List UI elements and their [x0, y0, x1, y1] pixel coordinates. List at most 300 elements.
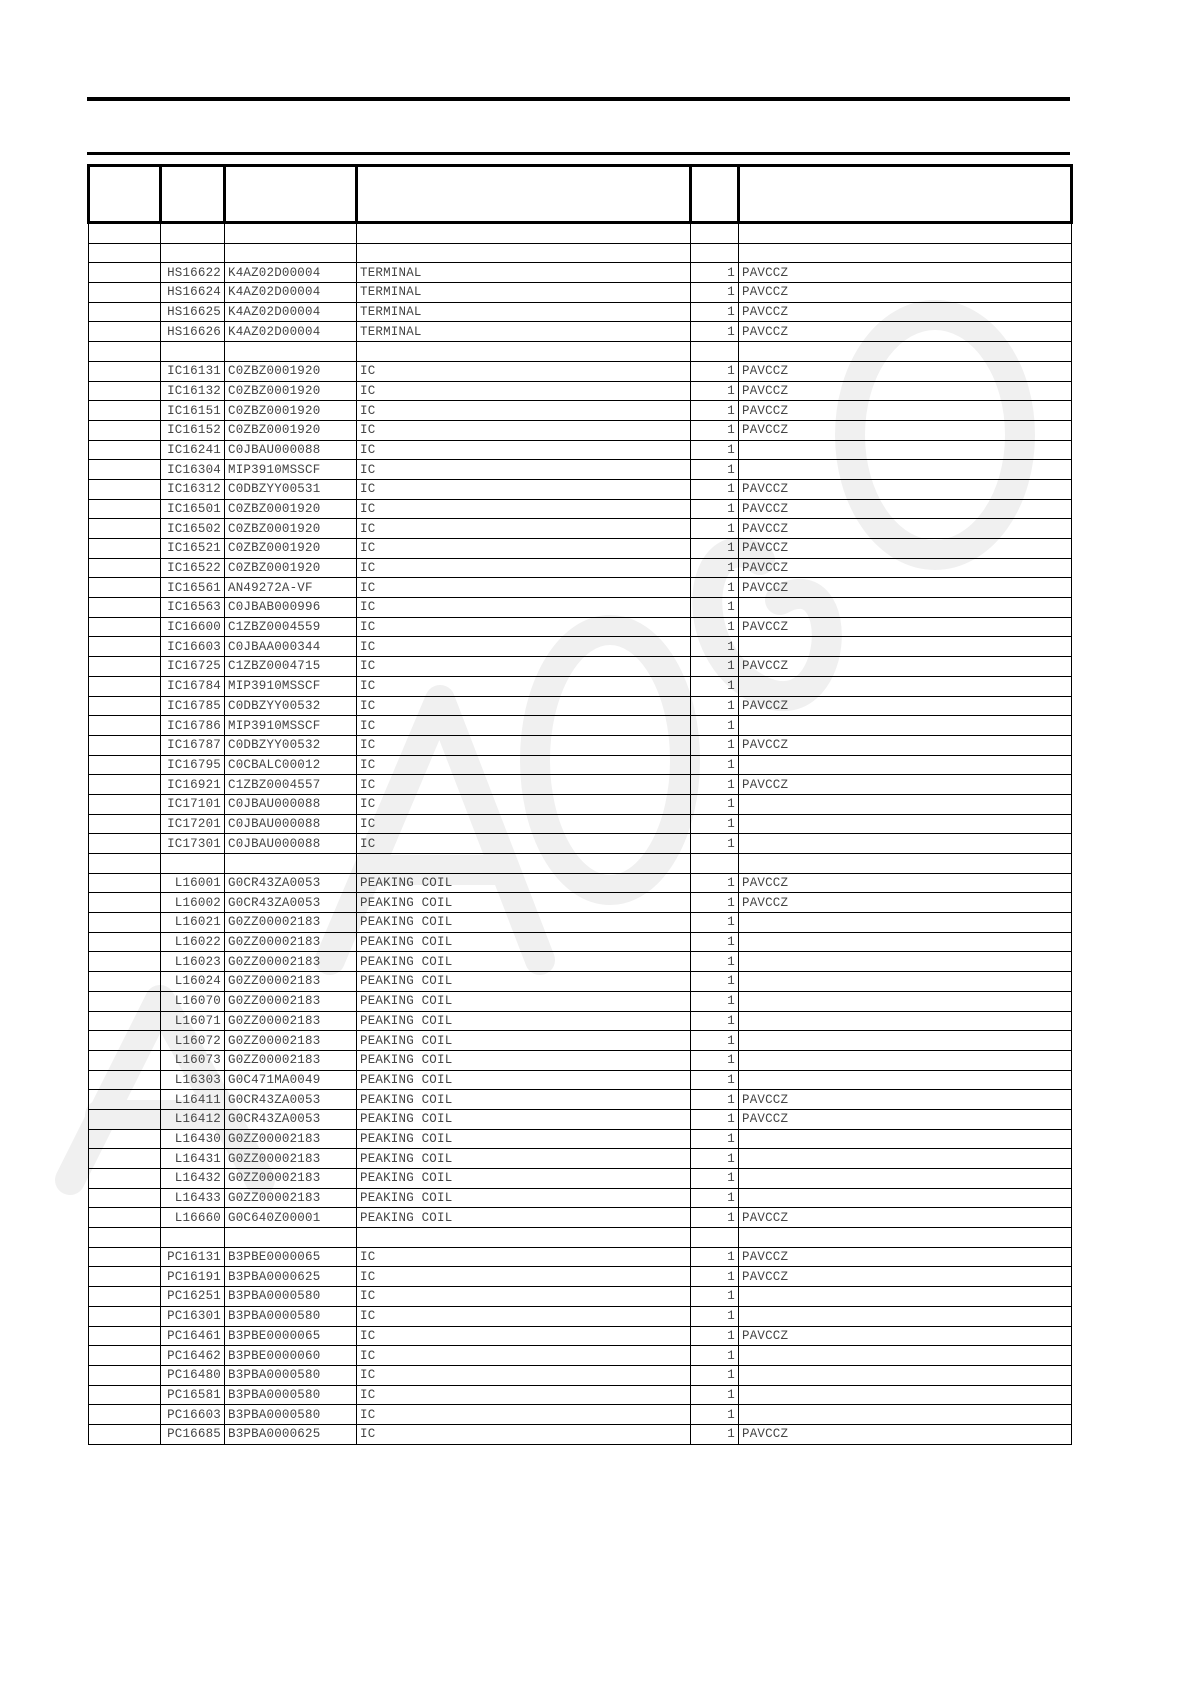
cell-part-no: G0ZZ00002183 — [225, 991, 357, 1011]
cell-qty: 1 — [691, 1385, 739, 1405]
cell-remarks: PAVCCZ — [739, 1247, 1072, 1267]
table-row — [89, 519, 1072, 539]
cell-qty: 1 — [691, 1050, 739, 1070]
cell-description: IC — [357, 539, 691, 559]
cell-qty: 1 — [691, 1208, 739, 1228]
cell-qty: 1 — [691, 1424, 739, 1444]
cell-part-no: C0JBAU000088 — [225, 814, 357, 834]
cell-ref: HS16625 — [161, 302, 225, 322]
cell-safety — [89, 617, 161, 637]
cell-part-no: C0JBAB000996 — [225, 598, 357, 618]
cell-part-no: C0DBZYY00532 — [225, 696, 357, 716]
cell-part-no: AN49272A-VF — [225, 578, 357, 598]
cell-part-no: C1ZBZ0004715 — [225, 657, 357, 677]
cell-remarks: PAVCCZ — [739, 1109, 1072, 1129]
cell-safety — [89, 676, 161, 696]
cell-remarks — [739, 952, 1072, 972]
cell-ref: L16430 — [161, 1129, 225, 1149]
cell-part-no: G0CR43ZA0053 — [225, 873, 357, 893]
cell-description: IC — [357, 420, 691, 440]
table-row — [89, 283, 1072, 303]
cell-part-no — [225, 223, 357, 244]
cell-remarks: PAVCCZ — [739, 696, 1072, 716]
table-row — [89, 1090, 1072, 1110]
cell-safety — [89, 1109, 161, 1129]
cell-ref: IC16786 — [161, 716, 225, 736]
table-row — [89, 854, 1072, 874]
cell-part-no: G0ZZ00002183 — [225, 1031, 357, 1051]
table-row — [89, 1011, 1072, 1031]
cell-qty: 1 — [691, 657, 739, 677]
cell-qty: 1 — [691, 617, 739, 637]
table-row — [89, 657, 1072, 677]
cell-part-no: B3PBA0000625 — [225, 1267, 357, 1287]
cell-part-no: G0ZZ00002183 — [225, 932, 357, 952]
cell-safety — [89, 342, 161, 362]
cell-description: IC — [357, 401, 691, 421]
cell-description: TERMINAL — [357, 322, 691, 342]
cell-description: IC — [357, 440, 691, 460]
cell-safety — [89, 440, 161, 460]
cell-safety — [89, 1228, 161, 1248]
cell-qty: 1 — [691, 479, 739, 499]
cell-safety — [89, 322, 161, 342]
cell-ref — [161, 342, 225, 362]
cell-description: IC — [357, 794, 691, 814]
cell-qty: 1 — [691, 1287, 739, 1307]
cell-ref: IC16787 — [161, 735, 225, 755]
cell-remarks: PAVCCZ — [739, 558, 1072, 578]
cell-description: IC — [357, 834, 691, 854]
cell-ref: L16001 — [161, 873, 225, 893]
cell-part-no — [225, 243, 357, 263]
cell-ref: L16431 — [161, 1149, 225, 1169]
header-cell-safety — [89, 166, 161, 223]
table-row — [89, 322, 1072, 342]
cell-ref: IC16502 — [161, 519, 225, 539]
cell-ref: L16433 — [161, 1188, 225, 1208]
cell-description: IC — [357, 1346, 691, 1366]
cell-qty — [691, 1228, 739, 1248]
cell-remarks — [739, 598, 1072, 618]
cell-part-no: C0ZBZ0001920 — [225, 519, 357, 539]
table-row — [89, 873, 1072, 893]
cell-qty: 1 — [691, 814, 739, 834]
cell-qty: 1 — [691, 873, 739, 893]
cell-remarks — [739, 1070, 1072, 1090]
table-row — [89, 401, 1072, 421]
cell-part-no: C0DBZYY00532 — [225, 735, 357, 755]
cell-remarks — [739, 1365, 1072, 1385]
cell-safety — [89, 1267, 161, 1287]
cell-ref: L16024 — [161, 972, 225, 992]
cell-description: PEAKING COIL — [357, 1050, 691, 1070]
cell-safety — [89, 952, 161, 972]
table-row — [89, 440, 1072, 460]
cell-description: IC — [357, 519, 691, 539]
cell-remarks: PAVCCZ — [739, 283, 1072, 303]
cell-remarks — [739, 1129, 1072, 1149]
cell-remarks: PAVCCZ — [739, 381, 1072, 401]
table-row — [89, 775, 1072, 795]
cell-qty — [691, 243, 739, 263]
cell-qty: 1 — [691, 932, 739, 952]
cell-part-no: G0CR43ZA0053 — [225, 893, 357, 913]
cell-qty: 1 — [691, 1070, 739, 1090]
cell-part-no: C0ZBZ0001920 — [225, 401, 357, 421]
table-row — [89, 1109, 1072, 1129]
cell-safety — [89, 223, 161, 244]
cell-remarks — [739, 637, 1072, 657]
cell-ref: PC16251 — [161, 1287, 225, 1307]
cell-description: PEAKING COIL — [357, 1169, 691, 1189]
table-row — [89, 676, 1072, 696]
cell-description: PEAKING COIL — [357, 972, 691, 992]
table-row — [89, 1365, 1072, 1385]
cell-part-no: MIP3910MSSCF — [225, 716, 357, 736]
table-row — [89, 1247, 1072, 1267]
cell-safety — [89, 263, 161, 283]
table-row — [89, 1267, 1072, 1287]
cell-ref: PC16301 — [161, 1306, 225, 1326]
cell-qty: 1 — [691, 401, 739, 421]
table-row — [89, 913, 1072, 933]
cell-description: PEAKING COIL — [357, 1070, 691, 1090]
cell-ref: L16073 — [161, 1050, 225, 1070]
cell-safety — [89, 1326, 161, 1346]
cell-qty: 1 — [691, 499, 739, 519]
cell-description: IC — [357, 1267, 691, 1287]
cell-safety — [89, 696, 161, 716]
cell-description: IC — [357, 1326, 691, 1346]
cell-remarks — [739, 1188, 1072, 1208]
cell-qty: 1 — [691, 1365, 739, 1385]
table-row — [89, 696, 1072, 716]
cell-remarks: PAVCCZ — [739, 519, 1072, 539]
cell-description: PEAKING COIL — [357, 893, 691, 913]
cell-qty: 1 — [691, 381, 739, 401]
cell-qty: 1 — [691, 1188, 739, 1208]
table-row — [89, 1306, 1072, 1326]
cell-remarks — [739, 972, 1072, 992]
table-row — [89, 755, 1072, 775]
cell-remarks — [739, 676, 1072, 696]
cell-description: PEAKING COIL — [357, 952, 691, 972]
table-row — [89, 381, 1072, 401]
cell-remarks: PAVCCZ — [739, 479, 1072, 499]
cell-safety — [89, 932, 161, 952]
cell-safety — [89, 1011, 161, 1031]
cell-part-no: G0ZZ00002183 — [225, 1129, 357, 1149]
cell-remarks: PAVCCZ — [739, 322, 1072, 342]
table-row — [89, 794, 1072, 814]
cell-ref: IC16151 — [161, 401, 225, 421]
cell-description — [357, 342, 691, 362]
cell-ref: L16660 — [161, 1208, 225, 1228]
cell-ref: PC16581 — [161, 1385, 225, 1405]
cell-ref — [161, 243, 225, 263]
cell-remarks — [739, 1228, 1072, 1248]
cell-description: IC — [357, 1365, 691, 1385]
cell-part-no: K4AZ02D00004 — [225, 263, 357, 283]
cell-part-no: B3PBE0000065 — [225, 1326, 357, 1346]
table-row — [89, 420, 1072, 440]
cell-description: IC — [357, 460, 691, 480]
cell-safety — [89, 1365, 161, 1385]
cell-qty: 1 — [691, 598, 739, 618]
cell-part-no: G0C640Z00001 — [225, 1208, 357, 1228]
table-row — [89, 893, 1072, 913]
cell-qty: 1 — [691, 1149, 739, 1169]
cell-ref: PC16462 — [161, 1346, 225, 1366]
table-row — [89, 539, 1072, 559]
table-row — [89, 263, 1072, 283]
cell-description: IC — [357, 755, 691, 775]
table-row — [89, 1129, 1072, 1149]
cell-part-no — [225, 854, 357, 874]
parts-table-body — [89, 223, 1072, 1445]
cell-description: PEAKING COIL — [357, 1188, 691, 1208]
cell-ref: IC16603 — [161, 637, 225, 657]
cell-qty — [691, 342, 739, 362]
cell-ref: PC16685 — [161, 1424, 225, 1444]
cell-part-no: G0ZZ00002183 — [225, 1050, 357, 1070]
cell-ref: IC16795 — [161, 755, 225, 775]
cell-ref: L16023 — [161, 952, 225, 972]
cell-ref: HS16626 — [161, 322, 225, 342]
cell-remarks: PAVCCZ — [739, 1208, 1072, 1228]
cell-ref: PC16603 — [161, 1405, 225, 1425]
cell-ref: PC16480 — [161, 1365, 225, 1385]
cell-qty: 1 — [691, 676, 739, 696]
cell-safety — [89, 1070, 161, 1090]
cell-description: TERMINAL — [357, 263, 691, 283]
cell-qty: 1 — [691, 637, 739, 657]
cell-safety — [89, 794, 161, 814]
cell-ref: L16071 — [161, 1011, 225, 1031]
cell-part-no: K4AZ02D00004 — [225, 302, 357, 322]
cell-remarks — [739, 223, 1072, 244]
cell-safety — [89, 1129, 161, 1149]
table-row — [89, 1385, 1072, 1405]
cell-qty: 1 — [691, 1306, 739, 1326]
cell-safety — [89, 1169, 161, 1189]
cell-description: IC — [357, 381, 691, 401]
cell-part-no: B3PBA0000580 — [225, 1365, 357, 1385]
cell-part-no: G0CR43ZA0053 — [225, 1090, 357, 1110]
cell-safety — [89, 460, 161, 480]
cell-safety — [89, 1385, 161, 1405]
cell-remarks: PAVCCZ — [739, 617, 1072, 637]
cell-part-no: C0JBAU000088 — [225, 834, 357, 854]
cell-part-no: MIP3910MSSCF — [225, 460, 357, 480]
cell-qty — [691, 223, 739, 244]
cell-part-no: B3PBE0000065 — [225, 1247, 357, 1267]
cell-remarks: PAVCCZ — [739, 499, 1072, 519]
cell-description: IC — [357, 479, 691, 499]
cell-ref — [161, 854, 225, 874]
cell-remarks — [739, 834, 1072, 854]
cell-ref: IC16152 — [161, 420, 225, 440]
cell-safety — [89, 479, 161, 499]
cell-remarks — [739, 814, 1072, 834]
table-row — [89, 223, 1072, 244]
table-row — [89, 479, 1072, 499]
cell-part-no: G0ZZ00002183 — [225, 1169, 357, 1189]
cell-remarks: PAVCCZ — [739, 263, 1072, 283]
cell-description: PEAKING COIL — [357, 1149, 691, 1169]
header-cell-description — [357, 166, 691, 223]
cell-safety — [89, 1188, 161, 1208]
cell-safety — [89, 499, 161, 519]
cell-part-no: B3PBA0000625 — [225, 1424, 357, 1444]
cell-remarks — [739, 1011, 1072, 1031]
cell-part-no: G0ZZ00002183 — [225, 1188, 357, 1208]
table-row — [89, 972, 1072, 992]
cell-description: TERMINAL — [357, 283, 691, 303]
parts-table — [87, 164, 1073, 1445]
cell-safety — [89, 637, 161, 657]
table-row — [89, 1188, 1072, 1208]
header-cell-ref — [161, 166, 225, 223]
cell-qty: 1 — [691, 893, 739, 913]
cell-ref: L16022 — [161, 932, 225, 952]
table-row — [89, 460, 1072, 480]
cell-part-no: G0ZZ00002183 — [225, 972, 357, 992]
table-row — [89, 1287, 1072, 1307]
cell-description: PEAKING COIL — [357, 1031, 691, 1051]
cell-safety — [89, 283, 161, 303]
cell-remarks: PAVCCZ — [739, 1090, 1072, 1110]
cell-safety — [89, 401, 161, 421]
cell-ref: PC16461 — [161, 1326, 225, 1346]
cell-safety — [89, 1287, 161, 1307]
table-row — [89, 716, 1072, 736]
cell-part-no: C1ZBZ0004557 — [225, 775, 357, 795]
cell-part-no: B3PBA0000580 — [225, 1306, 357, 1326]
cell-qty: 1 — [691, 735, 739, 755]
cell-remarks — [739, 460, 1072, 480]
cell-ref: IC16241 — [161, 440, 225, 460]
table-row — [89, 617, 1072, 637]
cell-safety — [89, 814, 161, 834]
cell-ref: IC17201 — [161, 814, 225, 834]
table-row — [89, 302, 1072, 322]
cell-description: PEAKING COIL — [357, 1090, 691, 1110]
cell-safety — [89, 775, 161, 795]
cell-description: IC — [357, 637, 691, 657]
cell-description — [357, 243, 691, 263]
cell-safety — [89, 834, 161, 854]
cell-ref: PC16131 — [161, 1247, 225, 1267]
cell-ref: IC16561 — [161, 578, 225, 598]
cell-description: IC — [357, 735, 691, 755]
cell-part-no: B3PBA0000580 — [225, 1287, 357, 1307]
cell-description — [357, 223, 691, 244]
cell-remarks — [739, 1149, 1072, 1169]
cell-qty: 1 — [691, 519, 739, 539]
cell-ref: PC16191 — [161, 1267, 225, 1287]
cell-safety — [89, 558, 161, 578]
cell-ref: IC16521 — [161, 539, 225, 559]
cell-remarks: PAVCCZ — [739, 401, 1072, 421]
cell-qty: 1 — [691, 794, 739, 814]
cell-remarks — [739, 1346, 1072, 1366]
cell-part-no: C1ZBZ0004559 — [225, 617, 357, 637]
cell-ref: IC16600 — [161, 617, 225, 637]
cell-ref: IC16725 — [161, 657, 225, 677]
cell-safety — [89, 1031, 161, 1051]
cell-safety — [89, 519, 161, 539]
table-row — [89, 1405, 1072, 1425]
cell-remarks — [739, 1287, 1072, 1307]
cell-ref: IC16132 — [161, 381, 225, 401]
cell-remarks — [739, 440, 1072, 460]
cell-qty — [691, 854, 739, 874]
cell-qty: 1 — [691, 834, 739, 854]
cell-safety — [89, 1346, 161, 1366]
header-cell-qty — [691, 166, 739, 223]
cell-remarks: PAVCCZ — [739, 1267, 1072, 1287]
cell-remarks — [739, 243, 1072, 263]
cell-description: PEAKING COIL — [357, 991, 691, 1011]
header-rule — [87, 152, 1070, 155]
cell-ref: L16072 — [161, 1031, 225, 1051]
cell-qty: 1 — [691, 972, 739, 992]
cell-ref: L16303 — [161, 1070, 225, 1090]
cell-remarks — [739, 755, 1072, 775]
cell-description: IC — [357, 716, 691, 736]
cell-remarks: PAVCCZ — [739, 775, 1072, 795]
cell-description: IC — [357, 814, 691, 834]
cell-ref: IC16522 — [161, 558, 225, 578]
cell-description: IC — [357, 361, 691, 381]
cell-ref: HS16624 — [161, 283, 225, 303]
cell-part-no: C0JBAU000088 — [225, 794, 357, 814]
cell-safety — [89, 991, 161, 1011]
cell-description: IC — [357, 1385, 691, 1405]
cell-qty: 1 — [691, 1346, 739, 1366]
cell-qty: 1 — [691, 1267, 739, 1287]
cell-qty: 1 — [691, 1405, 739, 1425]
cell-ref: L16432 — [161, 1169, 225, 1189]
table-row — [89, 735, 1072, 755]
cell-remarks — [739, 1405, 1072, 1425]
cell-description: TERMINAL — [357, 302, 691, 322]
table-row — [89, 1031, 1072, 1051]
cell-ref: IC16563 — [161, 598, 225, 618]
cell-part-no: C0JBAA000344 — [225, 637, 357, 657]
cell-description: IC — [357, 657, 691, 677]
cell-qty: 1 — [691, 322, 739, 342]
cell-description: PEAKING COIL — [357, 1109, 691, 1129]
cell-qty: 1 — [691, 283, 739, 303]
cell-safety — [89, 1208, 161, 1228]
table-row — [89, 932, 1072, 952]
cell-qty: 1 — [691, 578, 739, 598]
table-row — [89, 637, 1072, 657]
cell-part-no: C0ZBZ0001920 — [225, 420, 357, 440]
cell-ref: IC17301 — [161, 834, 225, 854]
cell-ref: L16021 — [161, 913, 225, 933]
cell-description: PEAKING COIL — [357, 1011, 691, 1031]
cell-description: IC — [357, 617, 691, 637]
cell-description: PEAKING COIL — [357, 932, 691, 952]
table-row — [89, 1424, 1072, 1444]
cell-description: IC — [357, 558, 691, 578]
cell-remarks: PAVCCZ — [739, 302, 1072, 322]
table-row — [89, 342, 1072, 362]
